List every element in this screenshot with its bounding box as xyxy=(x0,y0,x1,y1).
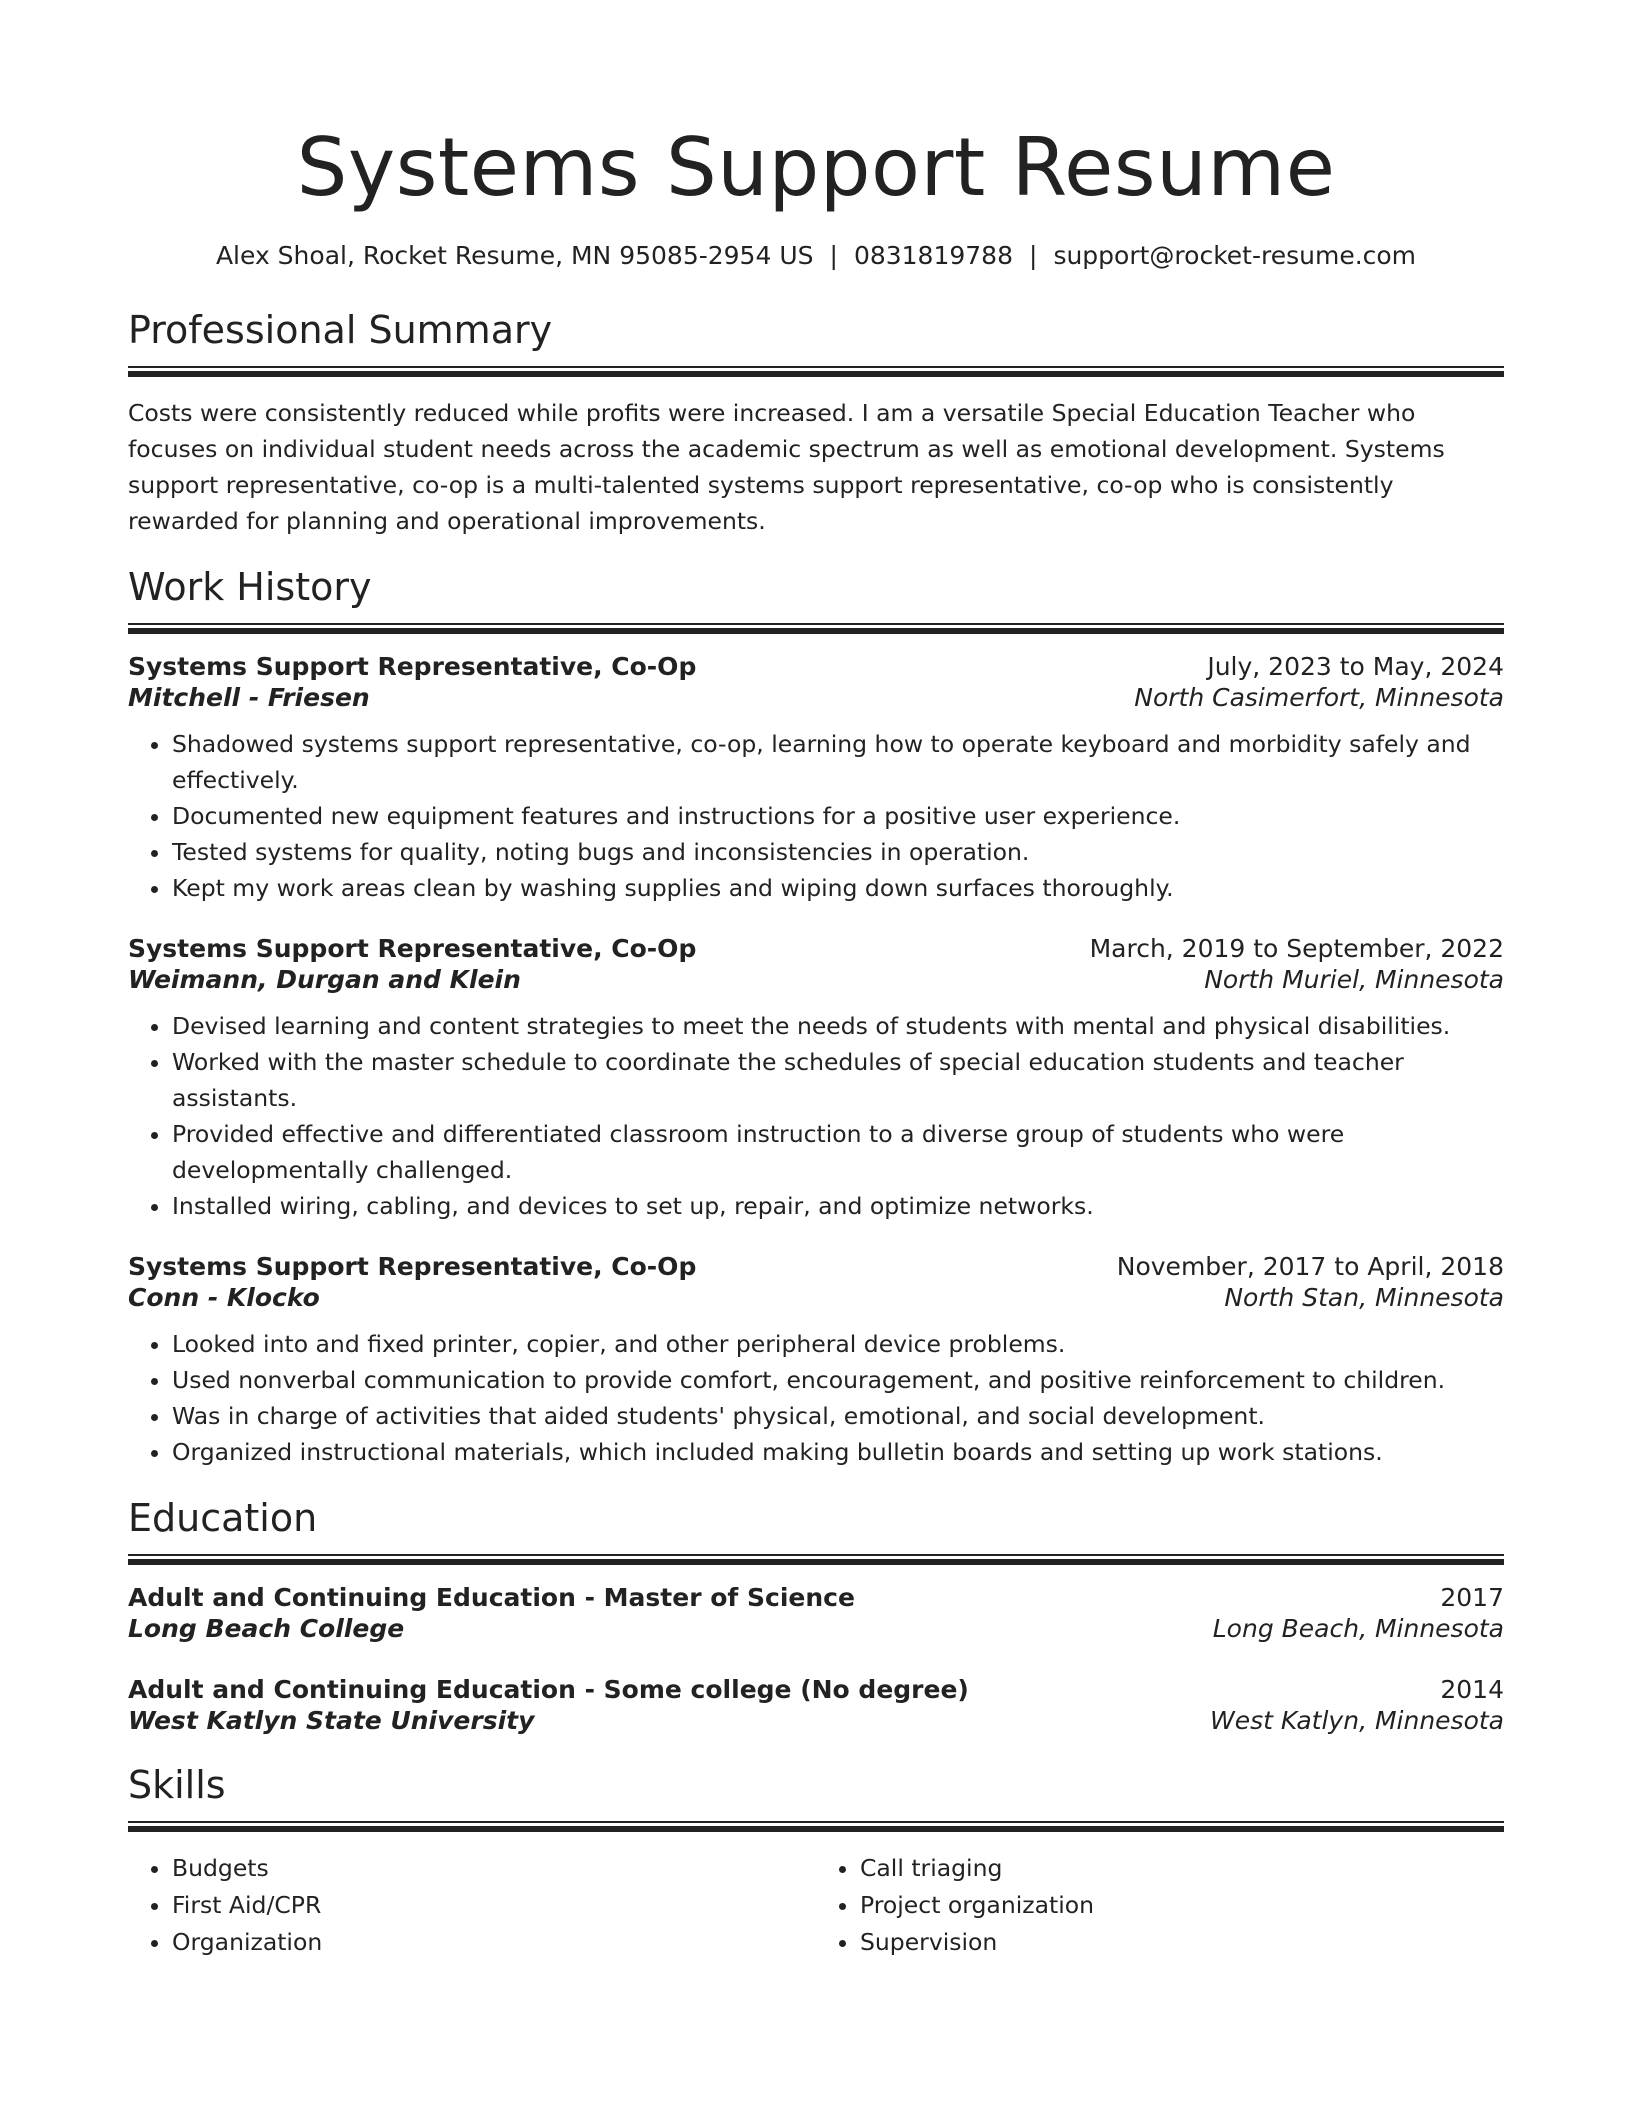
summary-text: Costs were consistently reduced while profits were increased. I am a versatile Special Education Teacher who focuses on individual student needs across the academic spectrum as well as emotional development. Systems support representative, co-op is a multi-talented systems support representative, co-op who is consistently rewarded for planning and operational improvements. xyxy=(128,399,1445,535)
skills-column-right xyxy=(816,1850,1504,1961)
contact-phone: 0831819788 xyxy=(853,241,1013,270)
education-entry xyxy=(128,1583,1504,1643)
list-item: • Worked with the master schedule to coordinate the schedules of special education students and teacher assistants. xyxy=(172,1044,1504,1116)
job-dates: July, 2023 to May, 2024 xyxy=(1207,652,1504,681)
job-company: Conn - Klocko xyxy=(128,1283,320,1312)
job-title: Systems Support Representative, Co-Op xyxy=(128,652,697,681)
job-location: North Casimerfort, Minnesota xyxy=(1134,683,1504,712)
skill-item: • Project organization xyxy=(860,1887,1504,1924)
education-school: West Katlyn State University xyxy=(128,1706,535,1735)
skill-item: • Budgets xyxy=(172,1850,816,1887)
contact-line xyxy=(128,240,1504,272)
job-location: North Stan, Minnesota xyxy=(1224,1283,1504,1312)
skill-item: • First Aid/CPR xyxy=(172,1887,816,1924)
job-title: Systems Support Representative, Co-Op xyxy=(128,1252,697,1281)
skill-item: • Supervision xyxy=(860,1924,1504,1961)
education-entry xyxy=(128,1675,1504,1735)
education-location: Long Beach, Minnesota xyxy=(1212,1614,1504,1643)
list-item: • Shadowed systems support representative, co-op, learning how to operate keyboard and morbidity safely and effectively. xyxy=(172,726,1504,798)
resume-title: Systems Support Resume xyxy=(296,121,1336,214)
education-school: Long Beach College xyxy=(128,1614,405,1643)
skills-section xyxy=(128,1761,1504,1961)
job-entry xyxy=(128,934,1504,1224)
job-location: North Muriel, Minnesota xyxy=(1204,965,1504,994)
contact-address: Alex Shoal, Rocket Resume, MN 95085-2954 US xyxy=(215,241,814,270)
education-year: 2017 xyxy=(1440,1583,1504,1612)
list-item: • Tested systems for quality, noting bugs and inconsistencies in operation. xyxy=(172,834,1504,870)
job-bullets xyxy=(128,1326,1504,1470)
section-heading-summary: Professional Summary xyxy=(128,308,553,352)
skills-list xyxy=(128,1850,1504,1961)
job-entry xyxy=(128,1252,1504,1470)
work-history-section xyxy=(128,563,1504,1470)
list-item: • Kept my work areas clean by washing supplies and wiping down surfaces thoroughly. xyxy=(172,870,1504,906)
section-divider xyxy=(128,1821,1504,1832)
skills-column-left xyxy=(128,1850,816,1961)
section-divider xyxy=(128,1554,1504,1565)
skill-item: • Call triaging xyxy=(860,1850,1504,1887)
list-item: • Used nonverbal communication to provide comfort, encouragement, and positive reinforcement to children. xyxy=(172,1362,1504,1398)
skill-item: • Organization xyxy=(172,1924,816,1961)
education-location: West Katlyn, Minnesota xyxy=(1209,1706,1504,1735)
section-divider xyxy=(128,366,1504,377)
section-heading-work-history: Work History xyxy=(128,565,372,609)
contact-separator: | xyxy=(829,241,838,270)
list-item: • Looked into and fixed printer, copier, and other peripheral device problems. xyxy=(172,1326,1504,1362)
job-dates: November, 2017 to April, 2018 xyxy=(1116,1252,1504,1281)
job-dates: March, 2019 to September, 2022 xyxy=(1089,934,1504,963)
education-section xyxy=(128,1494,1504,1735)
list-item: • Was in charge of activities that aided students' physical, emotional, and social development. xyxy=(172,1398,1504,1434)
section-heading-skills: Skills xyxy=(128,1763,226,1807)
section-divider xyxy=(128,623,1504,634)
job-bullets xyxy=(128,726,1504,906)
list-item: • Installed wiring, cabling, and devices to set up, repair, and optimize networks. xyxy=(172,1188,1504,1224)
job-bullets xyxy=(128,1008,1504,1224)
list-item: • Provided effective and differentiated classroom instruction to a diverse group of students who were developmentally challenged. xyxy=(172,1116,1504,1188)
job-company: Weimann, Durgan and Klein xyxy=(128,965,521,994)
contact-email: support@rocket-resume.com xyxy=(1053,241,1417,270)
job-company: Mitchell - Friesen xyxy=(128,683,370,712)
job-entry xyxy=(128,652,1504,906)
summary-section xyxy=(128,306,1504,539)
education-year: 2014 xyxy=(1440,1675,1504,1704)
education-degree: Adult and Continuing Education - Master of Science xyxy=(128,1583,855,1612)
job-title: Systems Support Representative, Co-Op xyxy=(128,934,697,963)
education-degree: Adult and Continuing Education - Some college (No degree) xyxy=(128,1675,969,1704)
contact-separator: | xyxy=(1029,241,1038,270)
list-item: • Devised learning and content strategies to meet the needs of students with mental and physical disabilities. xyxy=(172,1008,1504,1044)
list-item: • Organized instructional materials, which included making bulletin boards and setting up work stations. xyxy=(172,1434,1504,1470)
section-heading-education: Education xyxy=(128,1496,318,1540)
list-item: • Documented new equipment features and instructions for a positive user experience. xyxy=(172,798,1504,834)
